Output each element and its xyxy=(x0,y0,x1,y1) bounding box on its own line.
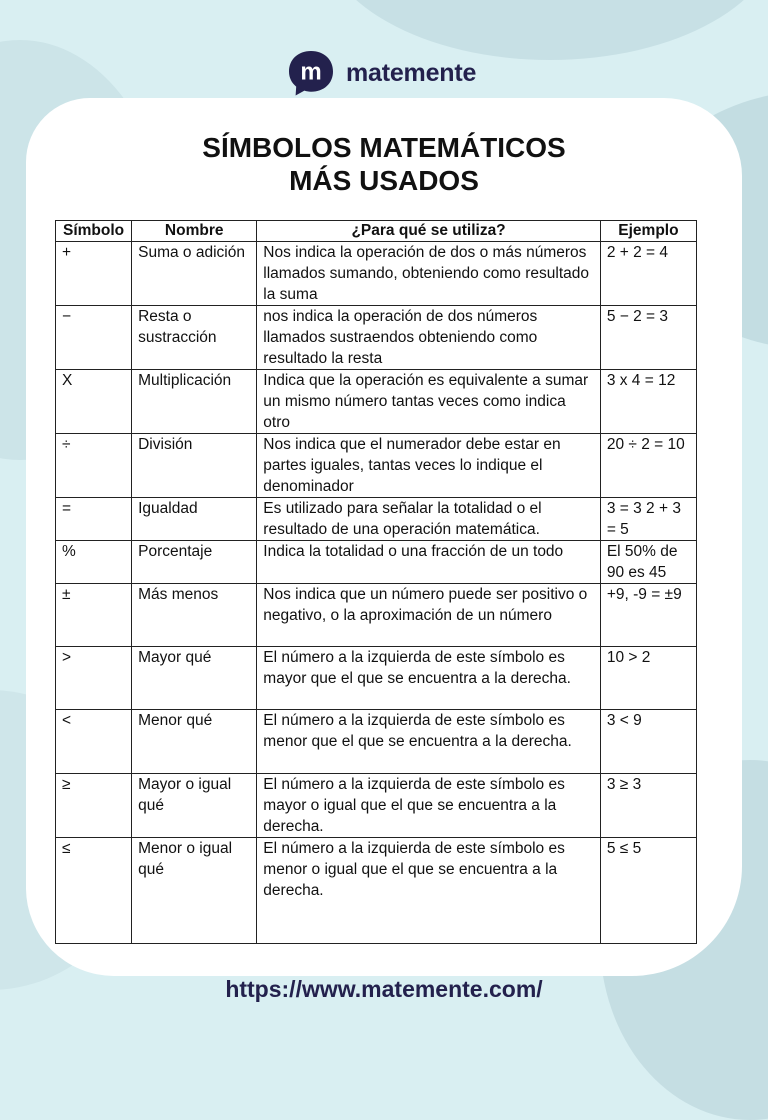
cell-symbol: % xyxy=(56,541,132,584)
cell-symbol: ≤ xyxy=(56,838,132,944)
header-use: ¿Para qué se utiliza? xyxy=(257,221,601,242)
cell-symbol: + xyxy=(56,242,132,306)
cell-name: Mayor qué xyxy=(132,647,257,710)
cell-example: 2 + 2 = 4 xyxy=(600,242,696,306)
brand-logo xyxy=(286,48,476,98)
cell-use: nos indica la operación de dos números llamados sustraendos obteniendo como resultado la resta xyxy=(257,306,601,370)
cell-example: El 50% de 90 es 45 xyxy=(600,541,696,584)
cell-symbol: = xyxy=(56,498,132,541)
cell-example: 3 = 3 2 + 3 = 5 xyxy=(600,498,696,541)
cell-example: 5 ≤ 5 xyxy=(600,838,696,944)
cell-example: 20 ÷ 2 = 10 xyxy=(600,434,696,498)
table-row xyxy=(56,242,697,306)
table-row xyxy=(56,647,697,710)
cell-symbol: < xyxy=(56,710,132,774)
table-row xyxy=(56,541,697,584)
cell-name: Menor qué xyxy=(132,710,257,774)
header-example: Ejemplo xyxy=(600,221,696,242)
table-row xyxy=(56,370,697,434)
cell-name: Multiplicación xyxy=(132,370,257,434)
cell-name: Porcentaje xyxy=(132,541,257,584)
table-row xyxy=(56,774,697,838)
cell-symbol: X xyxy=(56,370,132,434)
logo-letter: m xyxy=(300,58,322,86)
cell-example: 3 ≥ 3 xyxy=(600,774,696,838)
brand-name: matemente xyxy=(346,58,477,87)
cell-symbol: − xyxy=(56,306,132,370)
cell-name: Mayor o igual qué xyxy=(132,774,257,838)
cell-name: Más menos xyxy=(132,584,257,647)
cell-example: 5 − 2 = 3 xyxy=(600,306,696,370)
table-row xyxy=(56,584,697,647)
table-row xyxy=(56,306,697,370)
cell-use: El número a la izquierda de este símbolo es menor o igual que el que se encuentra a la derecha. xyxy=(257,838,601,944)
cell-use: El número a la izquierda de este símbolo es mayor o igual que el que se encuentra a la derecha. xyxy=(257,774,601,838)
cell-example: 10 > 2 xyxy=(600,647,696,710)
table-row xyxy=(56,710,697,774)
cell-use: Nos indica que un número puede ser positivo o negativo, o la aproximación de un número xyxy=(257,584,601,647)
cell-use: Nos indica la operación de dos o más números llamados sumando, obteniendo como resultado la suma xyxy=(257,242,601,306)
cell-example: +9, -9 = ±9 xyxy=(600,584,696,647)
cell-use: Indica que la operación es equivalente a sumar un mismo número tantas veces como indica otro xyxy=(257,370,601,434)
page-title xyxy=(0,131,768,197)
speech-bubble-logo-icon xyxy=(286,48,336,98)
symbols-table-container xyxy=(55,220,697,944)
cell-use: Indica la totalidad o una fracción de un todo xyxy=(257,541,601,584)
cell-symbol: > xyxy=(56,647,132,710)
cell-name: División xyxy=(132,434,257,498)
header-symbol: Símbolo xyxy=(56,221,132,242)
table-header-row xyxy=(56,221,697,242)
cell-example: 3 < 9 xyxy=(600,710,696,774)
cell-use: El número a la izquierda de este símbolo es menor que el que se encuentra a la derecha. xyxy=(257,710,601,774)
table-row xyxy=(56,434,697,498)
title-line-2: MÁS USADOS xyxy=(289,165,479,196)
cell-use: Es utilizado para señalar la totalidad o el resultado de una operación matemática. xyxy=(257,498,601,541)
cell-symbol: ± xyxy=(56,584,132,647)
header-name: Nombre xyxy=(132,221,257,242)
website-link[interactable]: https://www.matemente.com/ xyxy=(225,976,543,1002)
cell-symbol: ÷ xyxy=(56,434,132,498)
cell-name: Suma o adición xyxy=(132,242,257,306)
symbols-table xyxy=(55,220,697,944)
table-row xyxy=(56,498,697,541)
cell-name: Resta o sustracción xyxy=(132,306,257,370)
cell-use: El número a la izquierda de este símbolo es mayor que el que se encuentra a la derecha. xyxy=(257,647,601,710)
cell-use: Nos indica que el numerador debe estar en partes iguales, tantas veces lo indique el denominador xyxy=(257,434,601,498)
cell-example: 3 x 4 = 12 xyxy=(600,370,696,434)
title-line-1: SÍMBOLOS MATEMÁTICOS xyxy=(202,132,566,163)
cell-symbol: ≥ xyxy=(56,774,132,838)
table-row xyxy=(56,838,697,944)
cell-name: Menor o igual qué xyxy=(132,838,257,944)
cell-name: Igualdad xyxy=(132,498,257,541)
